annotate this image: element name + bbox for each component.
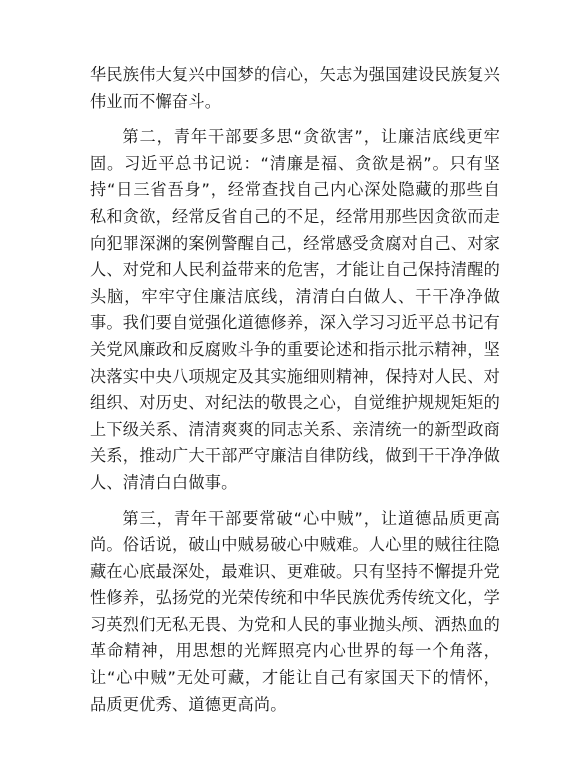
paragraph-continuation: 华民族伟大复兴中国梦的信心，矢志为强国建设民族复兴伟业而不懈奋斗。 bbox=[90, 65, 500, 111]
paragraph-second-point: 第二，青年干部要多思“贪欲害”，让廉洁底线更牢固。习近平总书记说：“清廉是福、贪欲是祸”。只有坚持“日三省吾身”，经常查找自己内心深处隐藏的那些自私和贪欲，经常反省自己的不足，经常用那些因贪欲而走向犯罪深渊的案例警醒自己，经常感受贪腐对自己、对家人、对党和人民利益带来的危害，才能让自己保持清醒的头脑，牢牢守住廉洁底线，清清白白做人、干干净净做事。我们要自觉强化道德修养，深入学习习近平总书记有关党风廉政和反腐败斗争的重要论述和指示批示精神，坚决落实中央八项规定及其实施细则精神，保持对人民、对组织、对历史、对纪法的敬畏之心，自觉维护规规矩矩的上下级关系、清清爽爽的同志关系、亲清统一的新型政商关系，推动广大干部严守廉洁自律防线，做到干干净净做人、清清白白做事。 bbox=[90, 127, 500, 492]
document-body bbox=[90, 62, 500, 718]
paragraph-third-point: 第三，青年干部要常破“心中贼”，让道德品质更高尚。俗话说，破山中贼易破心中贼难。人心里的贼往往隐藏在心底最深处，最难识、更难破。只有坚持不懈提升党性修养，弘扬党的光荣传统和中华民族优秀传统文化，学习英烈们无私无畏、为党和人民的事业抛头颅、洒热血的革命精神，用思想的光辉照亮内心世界的每一个角落，让“心中贼”无处可藏，才能让自己有家国天下的情怀，品质更优秀、道德更高尚。 bbox=[90, 508, 500, 714]
